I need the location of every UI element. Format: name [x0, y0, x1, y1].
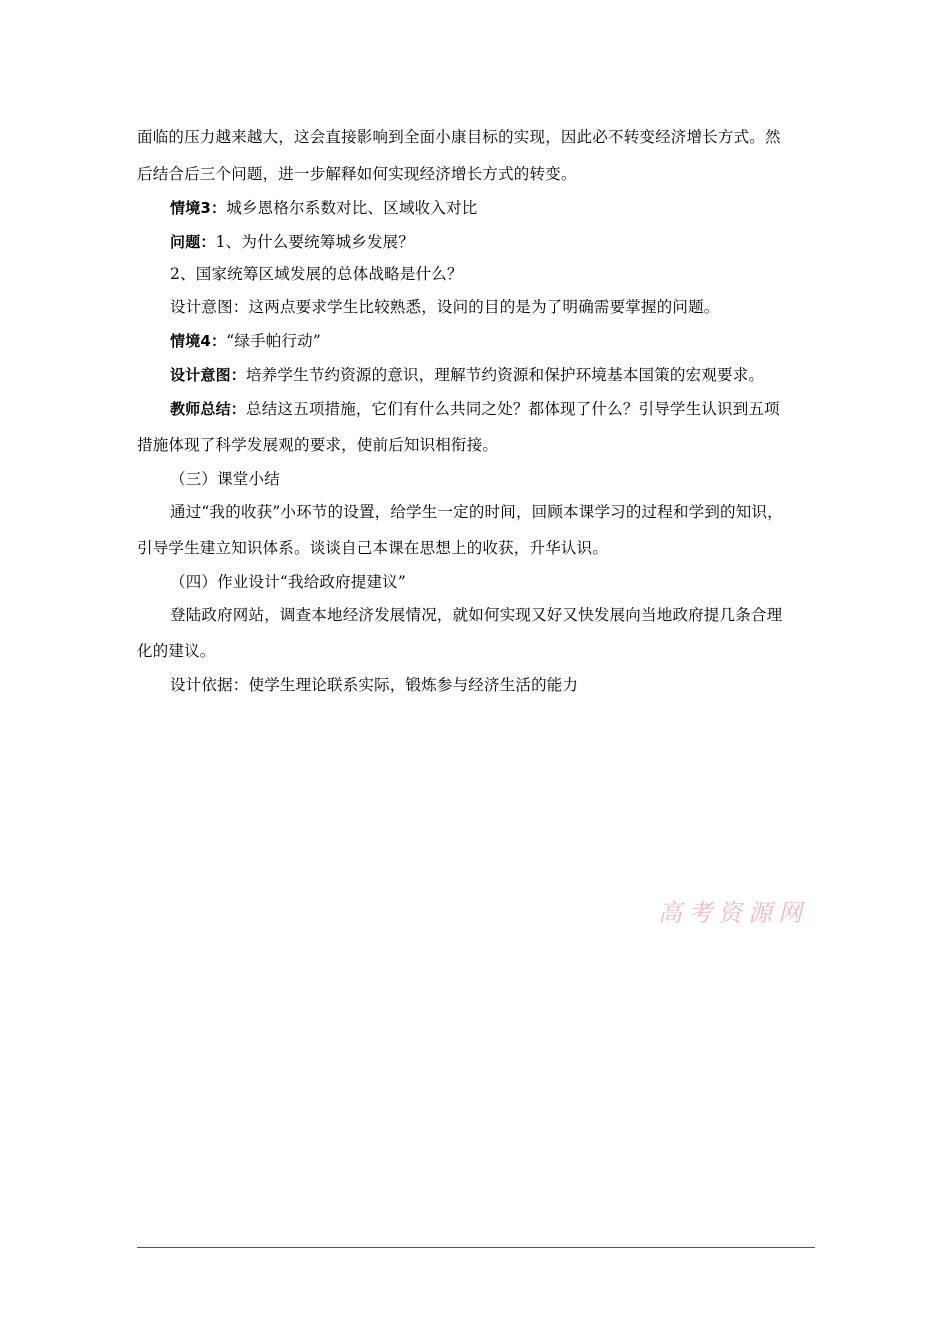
- scenario-3-text: 城乡恩格尔系数对比、区域收入对比: [226, 199, 478, 217]
- question-text: 1、为什么要统筹城乡发展？: [215, 233, 415, 251]
- body-line: 登陆政府网站，调查本地经济发展情况，就如何实现又好又快发展向当地政府提几条合理: [170, 606, 783, 624]
- question-label: 问题：: [170, 233, 216, 251]
- teacher-summary: [170, 399, 780, 419]
- section-4-title: （四）作业设计“我给政府提建议”: [170, 573, 407, 591]
- question-2: 2、国家统筹区域发展的总体战略是什么？: [170, 265, 463, 283]
- design-intent-2: [170, 365, 764, 385]
- scenario-3: [170, 198, 477, 218]
- question: [170, 232, 414, 252]
- design-intent-2-text: 培养学生节约资源的意识，理解节约资源和保护环境基本国策的宏观要求。: [246, 366, 765, 384]
- scenario-4-text: “绿手帕行动”: [226, 332, 321, 350]
- section-3-title: （三）课堂小结: [170, 470, 280, 488]
- body-line: 后结合后三个问题，进一步解释如何实现经济增长方式的转变。: [137, 165, 577, 183]
- scenario-4-label: 情境4：: [170, 332, 227, 350]
- design-basis: 设计依据：使学生理论联系实际，锻炼参与经济生活的能力: [170, 676, 579, 694]
- design-intent-1: 设计意图：这两点要求学生比较熟悉，设问的目的是为了明确需要掌握的问题。: [170, 298, 720, 316]
- body-line: 措施体现了科学发展观的要求，使前后知识相衔接。: [137, 436, 499, 454]
- teacher-summary-label: 教师总结：: [170, 400, 247, 418]
- watermark: 高考资源网: [658, 899, 808, 927]
- scenario-4: [170, 331, 321, 351]
- body-line: 引导学生建立知识体系。谈谈自己本课在思想上的收获，升华认识。: [137, 539, 609, 557]
- scenario-3-label: 情境3：: [170, 199, 227, 217]
- body-line: 通过“我的收获”小环节的设置，给学生一定的时间，回顾本课学习的过程和学到的知识，: [170, 503, 783, 521]
- teacher-summary-text: 总结这五项措施，它们有什么共同之处？都体现了什么？引导学生认识到五项: [246, 400, 780, 418]
- design-intent-2-label: 设计意图：: [170, 366, 247, 384]
- body-line: 面临的压力越来越大，这会直接影响到全面小康目标的实现，因此必不转变经济增长方式。然: [137, 128, 781, 146]
- body-line: 化的建议。: [137, 642, 216, 660]
- footer-rule: [137, 1247, 815, 1248]
